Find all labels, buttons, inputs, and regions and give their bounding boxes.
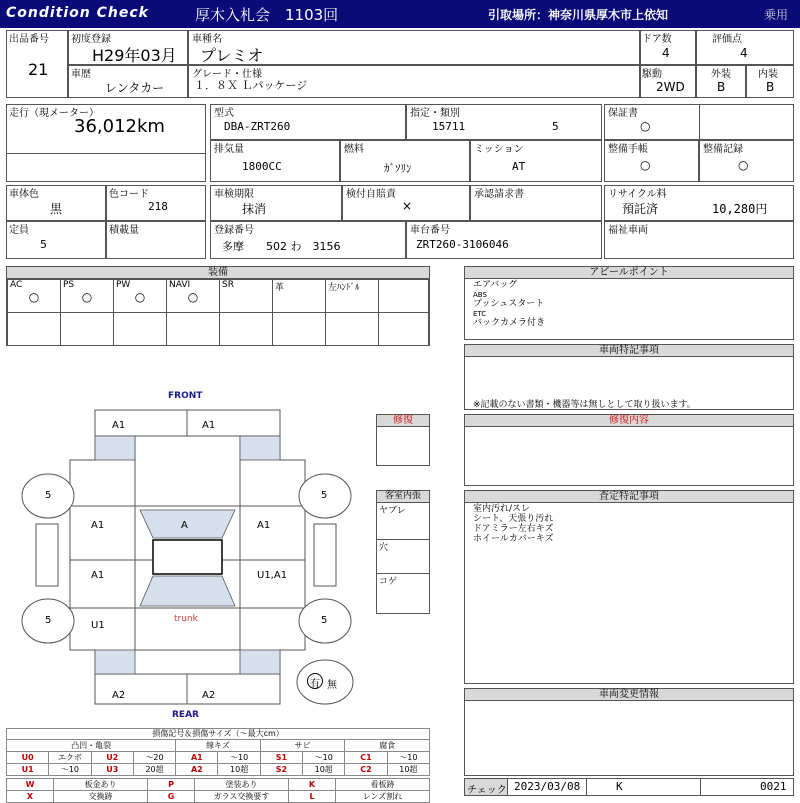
manual-label: 整備手帳: [608, 144, 648, 155]
equip-ac: AC ○: [8, 280, 61, 313]
lot-label: 出品番号: [9, 34, 49, 45]
interior-label: 内装: [758, 69, 778, 80]
appeal-title: アピールポイント: [465, 267, 793, 279]
designation-value-2: 5: [552, 120, 559, 133]
legend-table: 凸凹・亀裂 線キズ サビ 腐食 U0 エクボ U2 ～20 A1 ～10 S1 ～10 C1 ～10 U1 ～10 U3 20超 A2 10超 S2 10超 C2 10超: [6, 739, 430, 776]
mark-tire-fr: 5: [321, 490, 328, 501]
car-name-value: プレミオ: [200, 46, 264, 65]
mark-side-l3: U1: [91, 620, 105, 631]
inspection-label: 車検期限: [214, 189, 254, 200]
taillight-left: [95, 650, 135, 674]
special-notes-section: [464, 344, 794, 410]
repair-section: [464, 414, 794, 486]
mark-side-r2: U1,A1: [257, 570, 288, 581]
interior-trim-burn: コゲ: [379, 577, 398, 587]
drive-value: 2WD: [656, 80, 685, 94]
right-mirror: [314, 524, 336, 586]
recycle-label: リサイクル料: [608, 189, 667, 200]
repair-box-title: 修復: [377, 415, 429, 427]
model-value: DBA-ZRT260: [224, 120, 291, 133]
equip-navi: NAVI ○: [167, 280, 220, 313]
mark-tire-rl: 5: [45, 615, 52, 626]
assessment-line: ドアミラー左右キズ: [473, 524, 554, 534]
score-label: 評価点: [712, 34, 742, 45]
changes-section: [464, 688, 794, 776]
mileage-label: 走行（現メーター）: [9, 108, 99, 119]
rear-window: [140, 576, 235, 606]
color-label: 車体色: [9, 189, 39, 200]
maintenance-value: ○: [738, 158, 749, 172]
category-label: 乗用: [764, 8, 789, 22]
color-code-label: 色コード: [109, 189, 149, 200]
equipment-section: [6, 266, 430, 346]
first-reg-label: 初度登録: [71, 34, 111, 45]
legend-group-scratch: 線キズ: [176, 740, 261, 752]
legend-title: 損傷記号＆損傷サイズ（～最大cm）: [6, 728, 430, 739]
appeal-line: ABS: [473, 291, 487, 299]
recycle-amount: 10,280円: [712, 202, 768, 216]
warranty-label: 保証書: [608, 108, 638, 119]
registration-value: 多摩 502 わ 3156: [222, 240, 341, 253]
recycle-status: 預託済: [622, 202, 659, 216]
mark-roof: A: [181, 520, 188, 531]
check-label: チェック: [467, 785, 507, 796]
mileage-value: 36,012km: [74, 116, 165, 137]
score-value: 4: [740, 46, 748, 60]
exterior-label: 外装: [711, 69, 731, 80]
doors-label: ドア数: [642, 34, 672, 45]
trunk-label: trunk: [174, 614, 198, 624]
appeal-line: バックカメラ付き: [473, 318, 546, 328]
legend-group-corrosion: 腐食: [345, 740, 430, 752]
mark-front-left: A1: [112, 420, 126, 431]
drive-label: 駆動: [642, 69, 662, 80]
equip-leather: 革: [273, 280, 326, 313]
interior-trim-title: 客室内張: [377, 491, 429, 503]
welfare-label: 福祉車両: [608, 225, 648, 236]
chassis-label: 車台番号: [410, 225, 450, 236]
mark-side-l2: A1: [91, 570, 105, 581]
displacement-value: 1800CC: [242, 160, 282, 173]
repair-box: [376, 414, 430, 466]
assessment-section: [464, 490, 794, 684]
assessment-title: 査定特記事項: [465, 491, 793, 503]
check-number: 0021: [760, 780, 787, 793]
fuel-value: ｶﾞｿﾘﾝ: [384, 162, 412, 175]
doors-value: 4: [662, 46, 670, 60]
lot-number: 21: [28, 60, 49, 79]
equipment-title: 装備: [7, 267, 429, 279]
appeal-section: [464, 266, 794, 340]
special-notes-title: 車両特記事項: [465, 345, 793, 357]
spare-no: 無: [327, 680, 337, 691]
equipment-table: [7, 279, 429, 346]
chassis-value: ZRT260-3106046: [416, 238, 509, 251]
insurance-value: ×: [402, 199, 413, 213]
special-notes-text: ※記載のない書類・機器等は無しとして取り扱います。: [473, 400, 696, 410]
capacity-label: 定員: [9, 225, 29, 236]
legend-group-dent: 凸凹・亀裂: [7, 740, 176, 752]
first-reg-value: H29年03月: [92, 46, 177, 65]
mark-tire-rr: 5: [321, 615, 328, 626]
equip-sr: SR: [220, 280, 273, 313]
equip-ps: PS ○: [61, 280, 114, 313]
interior-trim-box: [376, 490, 430, 614]
brand-label: Condition Check: [6, 5, 149, 21]
exterior-value: B: [717, 80, 726, 94]
check-inspector: K: [616, 780, 623, 793]
mark-tire-fl: 5: [45, 490, 52, 501]
assessment-line: 室内汚れ/スレ: [473, 504, 531, 514]
mark-front-right: A1: [202, 420, 216, 431]
rear-label: REAR: [172, 710, 199, 720]
car-name-label: 車種名: [192, 34, 222, 45]
legend-table-2: W 板金あり P 塗装あり K 看板跡 X 交換跡 G ガラス交換要す L レンズ割れ: [6, 778, 430, 803]
legend-group-rust: サビ: [260, 740, 345, 752]
headlight-right: [240, 436, 280, 460]
fuel-label: 燃料: [344, 144, 364, 155]
insurance-label: 検付自賠責: [346, 189, 396, 200]
mark-side-l1: A1: [91, 520, 105, 531]
transmission-label: ミッション: [474, 144, 524, 155]
repair-title: 修復内容: [465, 415, 793, 427]
history-label: 車歴: [71, 69, 91, 80]
mark-side-r1: A1: [257, 520, 271, 531]
maintenance-label: 整備記録: [703, 144, 743, 155]
legend: [6, 728, 430, 803]
interior-trim-tear: ヤブレ: [377, 503, 429, 540]
appeal-line: プッシュスタート: [473, 299, 545, 309]
spare-tire-indicator: [297, 660, 353, 704]
check-date: 2023/03/08: [514, 780, 581, 793]
color-value: 黒: [50, 202, 63, 216]
spare-yes: 有: [310, 679, 320, 690]
pickup-location: 引取場所：神奈川県厚木市上依知: [488, 8, 669, 22]
grade-value: １．８Ｘ Ｌパッケージ: [194, 79, 308, 92]
designation-label: 指定・類別: [410, 108, 460, 119]
load-label: 積載量: [109, 225, 139, 236]
roof-panel: [153, 540, 222, 574]
assessment-line: シート、天張り汚れ: [473, 514, 554, 524]
interior-trim-hole: 穴: [377, 540, 429, 574]
inspection-value: 抹消: [242, 202, 267, 216]
transmission-value: AT: [512, 160, 526, 173]
changes-title: 車両変更情報: [465, 689, 793, 701]
equip-lhd: 左ﾊﾝﾄﾞﾙ: [326, 280, 379, 313]
assessment-line: ホイールカバーキズ: [473, 534, 554, 544]
appeal-line: ETC: [473, 310, 487, 318]
registration-label: 登録番号: [214, 225, 254, 236]
history-value: レンタカー: [105, 81, 165, 95]
displacement-label: 排気量: [214, 144, 244, 155]
hood-panel: [135, 436, 240, 506]
taillight-right: [240, 650, 280, 674]
interior-value: B: [766, 80, 775, 94]
capacity-value: 5: [40, 238, 47, 251]
designation-value-1: 15711: [432, 120, 466, 133]
headlight-left: [95, 436, 135, 460]
front-label: FRONT: [168, 391, 203, 401]
claim-label: 承認請求書: [474, 189, 524, 200]
appeal-line: エアバッグ: [473, 280, 518, 290]
manual-value: ○: [640, 158, 651, 172]
auction-title: 厚木入札会 1103回: [195, 6, 339, 24]
mark-rear-left: A2: [112, 690, 126, 701]
left-mirror: [36, 524, 58, 586]
equip-pw: PW ○: [114, 280, 167, 313]
grade-label: グレード・仕様: [192, 69, 262, 80]
warranty-value: ○: [640, 119, 651, 133]
model-label: 型式: [214, 108, 234, 119]
color-code-value: 218: [148, 200, 168, 213]
mark-rear-right: A2: [202, 690, 216, 701]
